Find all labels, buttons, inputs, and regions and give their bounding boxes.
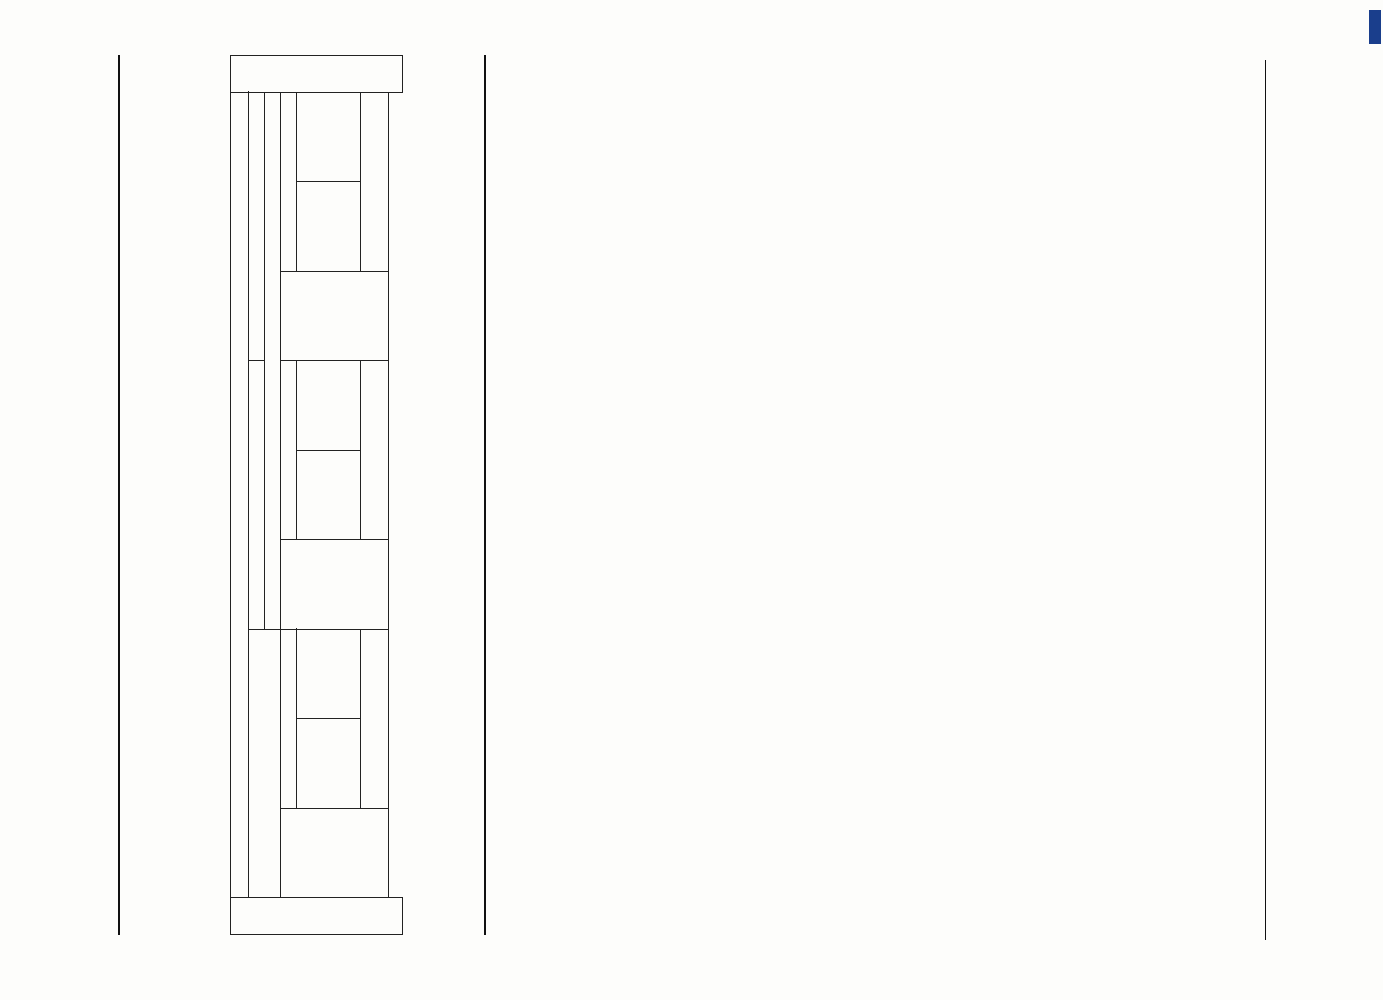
column-number-row [403, 56, 417, 935]
dfg-sidebar [1367, 0, 1383, 1000]
header-unfall [265, 93, 281, 630]
header-undzwar-b [281, 361, 297, 540]
header-schied-a [361, 629, 389, 808]
column-header-table [230, 55, 417, 935]
header-jahr-right [231, 56, 403, 93]
header-ueberhaupt-group [249, 629, 281, 897]
header-ueberhaupt-b [281, 540, 389, 629]
header-ueberhaupt-a [281, 808, 389, 897]
dfg-logo [1369, 10, 1381, 44]
header-bestaetigung-c [297, 182, 361, 271]
header-bestaetigung-b [297, 450, 361, 539]
header-gewerblich [249, 361, 265, 629]
header-aenderung-a [297, 629, 361, 718]
header-bestaetigung-a [297, 719, 361, 808]
footer-rule [1265, 60, 1266, 940]
header-zahl-group [231, 93, 249, 898]
header-schied-b [361, 361, 389, 540]
header-undzwar-a [281, 629, 297, 808]
header-aenderung-b [297, 361, 361, 450]
absolut-prozent-row [389, 56, 403, 935]
header-aenderung-c [297, 93, 361, 183]
header-undzwar-c [281, 93, 297, 272]
header-landw [249, 93, 265, 361]
header-ueberhaupt-c [281, 271, 389, 360]
header-bottom-rule [484, 55, 486, 935]
header-rule [118, 55, 120, 935]
header-schied-c [361, 93, 389, 272]
header-jahr-left [231, 898, 403, 935]
